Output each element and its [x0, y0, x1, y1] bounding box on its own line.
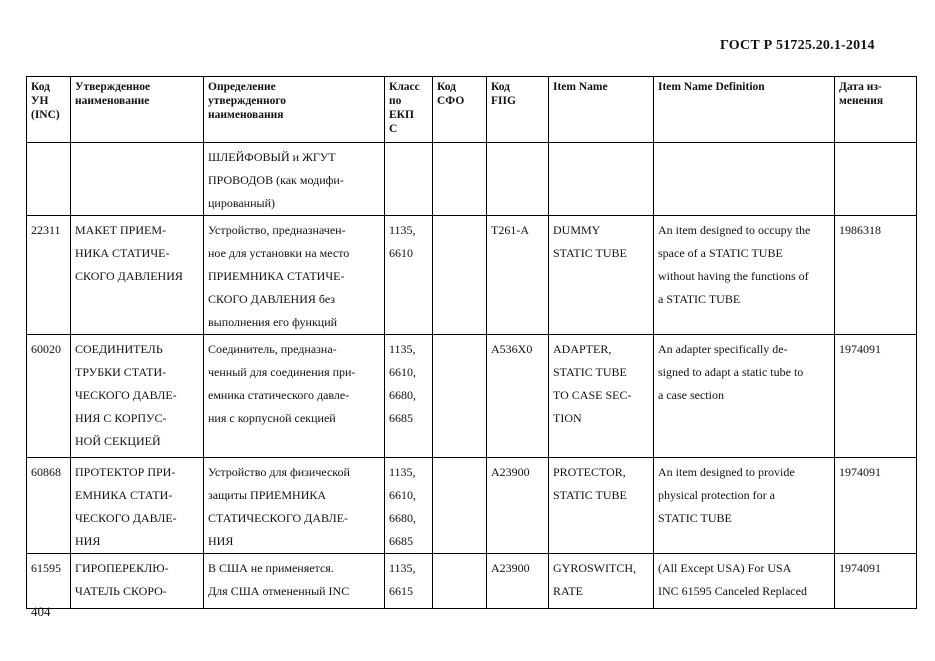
cell-name: МАКЕТ ПРИЕМ- НИКА СТАТИЧЕ- СКОГО ДАВЛЕНИЯ: [71, 216, 204, 335]
column-header-code: Код УН (INC): [27, 77, 71, 143]
cell-class: [385, 143, 433, 216]
column-header-fiig: Код FIIG: [487, 77, 549, 143]
cell-definition: ШЛЕЙФОВЫЙ и ЖГУТ ПРОВОДОВ (как модифи- цированный): [204, 143, 385, 216]
cell-fiig: A23900: [487, 458, 549, 554]
cell-sfo: [433, 143, 487, 216]
column-header-name: Утвержденное наименование: [71, 77, 204, 143]
column-header-item-definition: Item Name Definition: [654, 77, 835, 143]
cell-definition: Устройство для физической защиты ПРИЕМНИКА СТАТИЧЕСКОГО ДАВЛЕ- НИЯ: [204, 458, 385, 554]
table-header-row: [27, 77, 917, 143]
cell-class: 1135, 6615: [385, 554, 433, 609]
cell-item-definition: [654, 143, 835, 216]
cell-name: [71, 143, 204, 216]
cell-name: СОЕДИНИТЕЛЬ ТРУБКИ СТАТИ- ЧЕСКОГО ДАВЛЕ- НИЯ С КОРПУС- НОЙ СЕКЦИЕЙ: [71, 335, 204, 458]
cell-sfo: [433, 458, 487, 554]
cell-sfo: [433, 335, 487, 458]
cell-fiig: [487, 143, 549, 216]
cell-date: 1974091: [835, 335, 917, 458]
column-header-item-name: Item Name: [549, 77, 654, 143]
cell-item-definition: An adapter specifically de- signed to adapt a static tube to a case section: [654, 335, 835, 458]
cell-name: ПРОТЕКТОР ПРИ- ЕМНИКА СТАТИ- ЧЕСКОГО ДАВЛЕ- НИЯ: [71, 458, 204, 554]
cell-item-name: [549, 143, 654, 216]
cell-item-name: PROTECTOR, STATIC TUBE: [549, 458, 654, 554]
cell-item-name: GYROSWITCH, RATE: [549, 554, 654, 609]
table-row: [27, 335, 917, 458]
cell-item-name: ADAPTER, STATIC TUBE TO CASE SEC- TION: [549, 335, 654, 458]
cell-date: 1974091: [835, 554, 917, 609]
document-header: ГОСТ Р 51725.20.1-2014: [720, 38, 875, 53]
table-row: [27, 458, 917, 554]
cell-fiig: T261-A: [487, 216, 549, 335]
cell-definition: Соединитель, предназна- ченный для соединения при- емника статического давле- ния с корпусной секцией: [204, 335, 385, 458]
cell-item-definition: An item designed to provide physical protection for a STATIC TUBE: [654, 458, 835, 554]
cell-code: [27, 143, 71, 216]
table-row: [27, 216, 917, 335]
cell-name: ГИРОПЕРЕКЛЮ- ЧАТЕЛЬ СКОРО-: [71, 554, 204, 609]
column-header-sfo: Код СФО: [433, 77, 487, 143]
cell-class: 1135, 6610, 6680, 6685: [385, 335, 433, 458]
cell-class: 1135, 6610: [385, 216, 433, 335]
table-row: [27, 143, 917, 216]
cell-item-definition: An item designed to occupy the space of a STATIC TUBE without having the functions of a STATIC TUBE: [654, 216, 835, 335]
table-row: [27, 554, 917, 609]
cell-code: 22311: [27, 216, 71, 335]
item-name-table: [26, 76, 917, 609]
cell-sfo: [433, 216, 487, 335]
cell-definition: В США не применяется. Для США отмененный INC: [204, 554, 385, 609]
cell-date: 1974091: [835, 458, 917, 554]
cell-fiig: A536X0: [487, 335, 549, 458]
cell-code: 61595: [27, 554, 71, 609]
column-header-definition: Определение утвержденного наименования: [204, 77, 385, 143]
cell-item-name: DUMMY STATIC TUBE: [549, 216, 654, 335]
cell-definition: Устройство, предназначен- ное для установки на место ПРИЕМНИКА СТАТИЧЕ- СКОГО ДАВЛЕНИЯ без выполнения его функций: [204, 216, 385, 335]
cell-class: 1135, 6610, 6680, 6685: [385, 458, 433, 554]
cell-code: 60020: [27, 335, 71, 458]
cell-item-definition: (All Except USA) For USA INC 61595 Canceled Replaced: [654, 554, 835, 609]
cell-code: 60868: [27, 458, 71, 554]
cell-sfo: [433, 554, 487, 609]
column-header-date: Дата из- менения: [835, 77, 917, 143]
cell-fiig: A23900: [487, 554, 549, 609]
page-number: 404: [31, 604, 51, 619]
cell-date: 1986318: [835, 216, 917, 335]
column-header-class: Класс по ЕКП С: [385, 77, 433, 143]
cell-date: [835, 143, 917, 216]
